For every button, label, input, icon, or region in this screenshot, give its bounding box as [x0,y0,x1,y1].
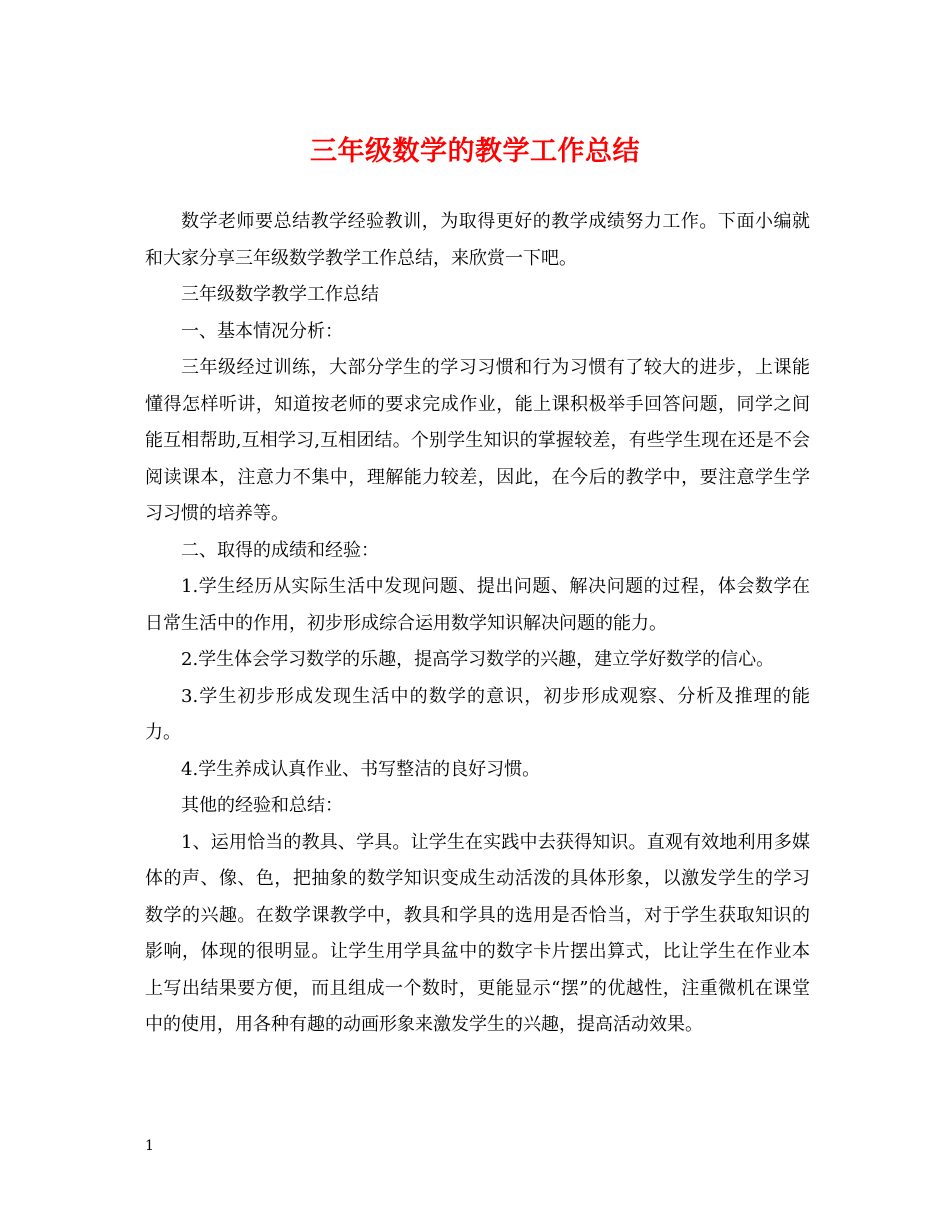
subtitle-paragraph: 三年级数学教学工作总结 [181,284,379,305]
intro-paragraph: 数学老师要总结教学经验教训，为取得更好的教学成绩努力工作。下面小编就和大家分享三年级数学教学工作总结，来欣赏一下吧。 [145,211,810,269]
section-heading-basic-situation: 一、基本情况分析： [181,320,343,342]
page-number: 1 [145,1138,154,1154]
achievement-item-4: 4.学生养成认真作业、书写整洁的良好习惯。 [181,758,541,780]
achievement-item-1: 1.学生经历从实际生活中发现问题、提出问题、解决问题的过程，体会数学在日常生活中的作用，初步形成综合运用数学知识解决问题的能力。 [145,576,810,634]
document-body [145,204,810,1044]
basic-situation-paragraph: 三年级经过训练，大部分学生的学习习惯和行为习惯有了较大的进步，上课能懂得怎样听讲，知道按老师的要求完成作业，能上课积极举手回答问题，同学之间能互相帮助,互相学习,互相团结。个别学生知识的掌握较差，有些学生现在还是不会阅读课本，注意力不集中，理解能力较差，因此，在今后的教学中，要注意学生学习习惯的培养等。 [145,357,810,524]
document-title: 三年级数学的教学工作总结 [310,136,640,167]
achievement-item-2: 2.学生体会学习数学的乐趣，提高学习数学的兴趣，建立学好数学的信心。 [181,649,775,670]
achievement-item-3: 3.学生初步形成发现生活中的数学的意识，初步形成观察、分析及推理的能力。 [145,685,810,743]
section-heading-other-experience: 其他的经验和总结： [181,795,343,816]
other-experience-item-1: 1、运用恰当的教具、学具。让学生在实践中去获得知识。直观有效地利用多媒体的声、像、色，把抽象的数学知识变成生动活泼的具体形象，以激发学生的学习数学的兴趣。在数学课教学中，教具和学具的选用是否恰当，对于学生获取知识的影响，体现的很明显。让学生用学具盆中的数字卡片摆出算式，比让学生在作业本上写出结果要方便，而且组成一个数时，更能显示“摆”的优越性，注重微机在课堂中的使用，用各种有趣的动画形象来激发学生的兴趣，提高活动效果。 [145,831,810,1035]
section-heading-achievements: 二、取得的成绩和经验： [181,539,379,561]
